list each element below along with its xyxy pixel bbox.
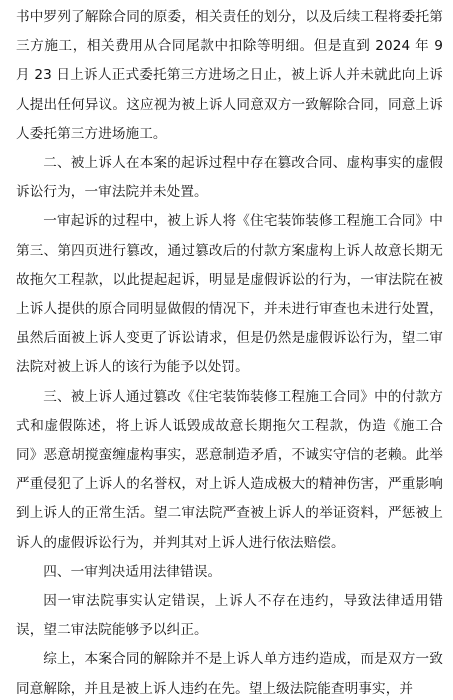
paragraph-point-three: 三、被上诉人通过篡改《住宅装饰装修工程施工合同》中的付款方式和虚假陈述，将上诉人诋毁成故意长期拖欠工程款，伪造《施工合同》恶意胡搅蛮缠虚构事实，恶意制造矛盾，不诚实守信的老赖。此举严重侵犯了上诉人的名誉权，对上诉人造成极大的精神伤害，严重影响到上诉人的正常生活。望二审法院严查被上诉人的举证资料，严惩被上诉人的虚假诉讼行为，并判其对上诉人进行依法赔偿。 (16, 388, 443, 551)
heading-point-two: 二、被上诉人在本案的起诉过程中存在篡改合同、虚构事实的虚假诉讼行为，一审法院并未处置。 (16, 155, 443, 201)
heading-point-four: 四、一审判决适用法律错误。 (43, 563, 222, 580)
paragraph-conclusion: 综上，本案合同的解除并不是上诉人单方违约造成，而是双方一致同意解除，并且是被上诉人违约在先。望上级法院能查明事实，并 (16, 651, 443, 697)
paragraph-contract-tampering: 一审起诉的过程中，被上诉人将《住宅装饰装修工程施工合同》中第三、第四页进行篡改，通过篡改后的付款方案虚构上诉人故意长期无故拖欠工程款，以此提起起诉，明显是虚假诉讼的行为，一审法院在被上诉人提供的原合同明显做假的情况下，并未进行审查也未进行处置，虽然后面被上诉人变更了诉讼请求，但是仍然是虚假诉讼行为，望二审法院对被上诉人的该行为能予以处罚。 (16, 213, 443, 376)
paragraph-contract-termination: 书中罗列了解除合同的原委，相关责任的划分，以及后续工程将委托第三方施工，相关费用从合同尾款中扣除等明细。但是直到 2024 年 9 月 23 日上诉人正式委托第三方进场之日止，被上诉人并未就此向上诉人提出任何异议。这应视为被上诉人同意双方一致解除合同，同意上诉人委托第三方进场施工。 (16, 9, 443, 142)
paragraph-law-application: 因一审法院事实认定错误，上诉人不存在违约，导致法律适用错误，望二审法院能够予以纠正。 (16, 593, 443, 639)
